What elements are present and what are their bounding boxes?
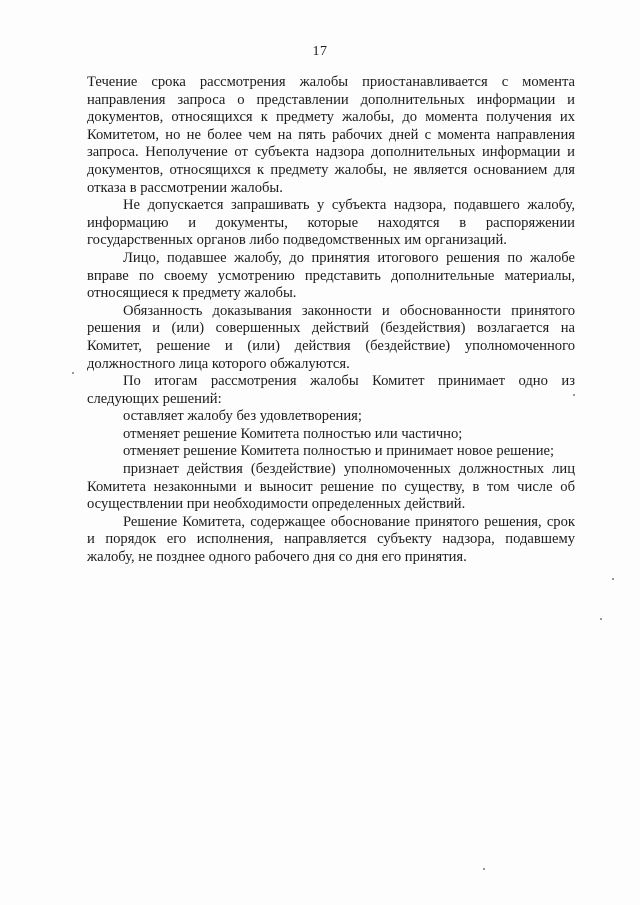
paragraph-decision-intro: По итогам рассмотрения жалобы Комитет принимает одно из следующих решений: bbox=[87, 373, 575, 407]
paragraph-no-request-of-state-documents: Не допускается запрашивать у субъекта надзора, подавшего жалобу, информацию и документы, которые находятся в распоряжении государственных органов либо подведомственных им организаций. bbox=[87, 197, 575, 249]
decision-option-4: признает действия (бездействие) уполномоченных должностных лиц Комитета незаконными и выносит решение по существу, в том числе об осуществлении при необходимости определенных действий. bbox=[87, 461, 575, 513]
decision-option-3: отменяет решение Комитета полностью и принимает новое решение; bbox=[123, 443, 555, 460]
scan-speck bbox=[573, 394, 575, 396]
document-body bbox=[87, 74, 575, 567]
scan-speck bbox=[600, 618, 602, 620]
scan-speck bbox=[612, 578, 614, 580]
decision-option-2: отменяет решение Комитета полностью или частично; bbox=[123, 425, 463, 442]
paragraph-burden-of-proof: Обязанность доказывания законности и обоснованности принятого решения и (или) совершенных действий (бездействия) возлагается на Комитет, решение и (или) действия (бездействие) уполномоченного должностного лица которого обжалуются. bbox=[87, 302, 575, 372]
paragraph-suspension-of-review-term: Течение срока рассмотрения жалобы приостанавливается с момента направления запроса о представлении дополнительных информации и документов, относящихся к предмету жалобы, до момента получения их Комитетом, но не более чем на пять рабочих дней с момента направления запроса. Неполучение от субъекта надзора дополнительных информации и документов, относящихся к предмету жалобы, не является основанием для отказа в рассмотрении жалобы. bbox=[87, 74, 575, 196]
paragraph-additional-materials: Лицо, подавшее жалобу, до принятия итогового решения по жалобе вправе по своему усмотрению представить дополнительные материалы, относящиеся к предмету жалобы. bbox=[87, 249, 575, 302]
paragraph-decision-delivery: Решение Комитета, содержащее обоснование принятого решения, срок и порядок его исполнения, направляется субъекту надзора, подавшему жалобу, не позднее одного рабочего дня со дня его принятия. bbox=[87, 513, 575, 566]
scan-speck bbox=[483, 868, 485, 870]
page-number: 17 bbox=[312, 44, 328, 59]
decision-option-1: оставляет жалобу без удовлетворения; bbox=[123, 408, 362, 425]
scan-speck bbox=[72, 372, 74, 374]
